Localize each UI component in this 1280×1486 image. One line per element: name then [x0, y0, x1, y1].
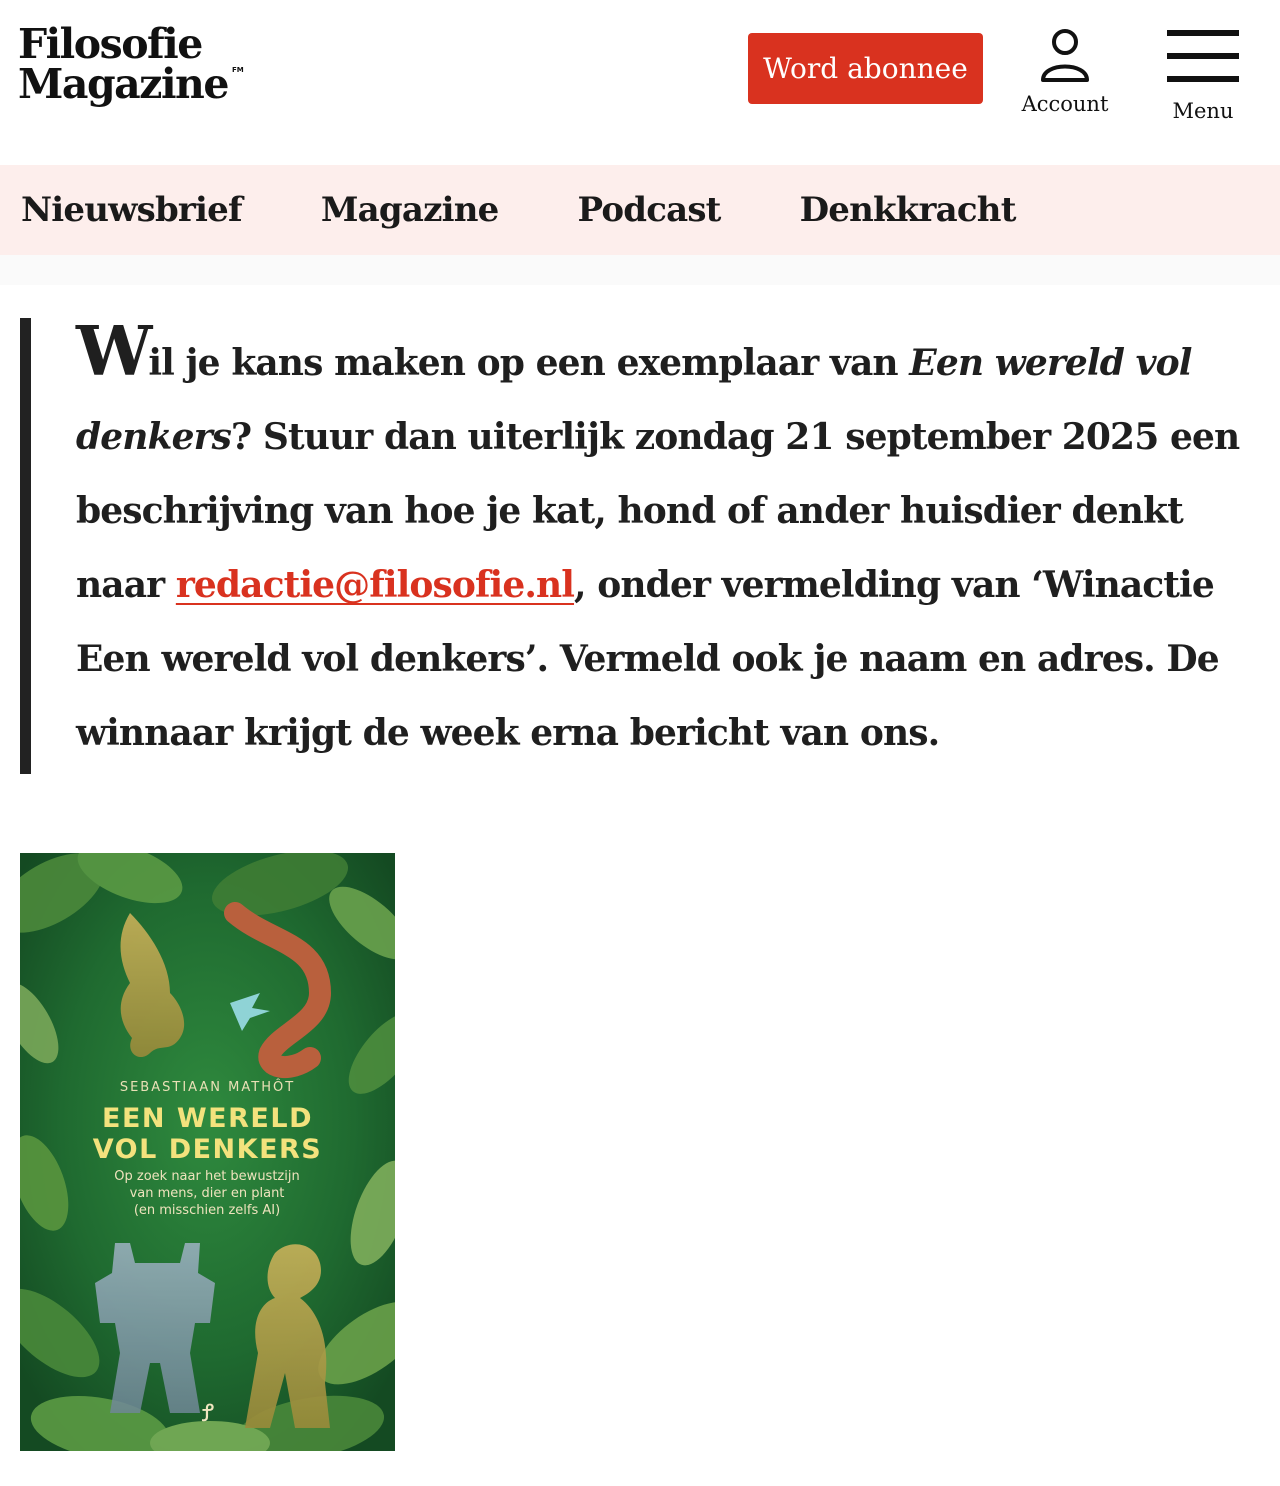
account-label: Account: [1021, 92, 1109, 116]
drop-cap: W: [76, 312, 149, 392]
cover-title-line-1: EEN WERELD: [102, 1103, 313, 1134]
logo-line-1: Filosofie: [18, 20, 202, 68]
cover-title: [20, 1103, 395, 1165]
hamburger-menu-icon: [1167, 30, 1239, 86]
cover-title-line-2: VOL DENKERS: [92, 1134, 323, 1165]
subscribe-button[interactable]: Word abonnee: [748, 33, 983, 104]
cover-subtitle: [107, 1168, 307, 1219]
cover-author: SEBASTIAAN MATHÔT: [119, 1080, 296, 1095]
main-nav: [0, 165, 1280, 255]
contest-text: [76, 312, 1270, 770]
cover-subtitle-line-2: van mens, dier en plant: [129, 1186, 285, 1201]
cover-subtitle-line-3: (en misschien zelfs AI): [133, 1203, 281, 1218]
cover-subtitle-line-1: Op zoek naar het bewustzijn: [114, 1169, 300, 1184]
site-logo[interactable]: [18, 20, 258, 108]
nav-item-magazine[interactable]: Magazine: [320, 190, 499, 230]
site-header: [0, 0, 1280, 165]
account-icon: [1037, 26, 1093, 82]
quote-part-1: il je kans maken op een exemplaar van: [148, 342, 910, 384]
contest-blockquote: [20, 312, 1270, 774]
book-cover-image: [20, 853, 395, 1451]
quote-part-3: , onder vermelding van ‘Winactie Een wereld vol denkers’. Vermeld ook je naam en adres. De winnaar krijgt de week erna bericht van ons.: [76, 564, 1219, 754]
nav-item-nieuwsbrief[interactable]: Nieuwsbrief: [21, 190, 242, 230]
book-title-italic: Een wereld vol denkers: [76, 342, 1192, 458]
logo-line-2: Magazine: [18, 60, 228, 108]
logo-trademark: FM: [232, 66, 244, 74]
nav-divider-strip: [0, 255, 1280, 285]
nav-item-podcast[interactable]: Podcast: [577, 190, 721, 230]
menu-button[interactable]: [1160, 30, 1246, 130]
publisher-logo: Ꝭ: [201, 1399, 215, 1427]
email-link[interactable]: redactie@filosofie.nl: [175, 564, 575, 606]
nav-item-denkkracht[interactable]: Denkkracht: [799, 190, 1016, 230]
quote-part-2: ? Stuur dan uiterlijk zondag 21 september 2025 een beschrijving van hoe je kat, hond of ander huisdier denkt naar: [76, 416, 1240, 606]
menu-label: Menu: [1172, 99, 1234, 123]
account-button[interactable]: [1015, 26, 1115, 126]
